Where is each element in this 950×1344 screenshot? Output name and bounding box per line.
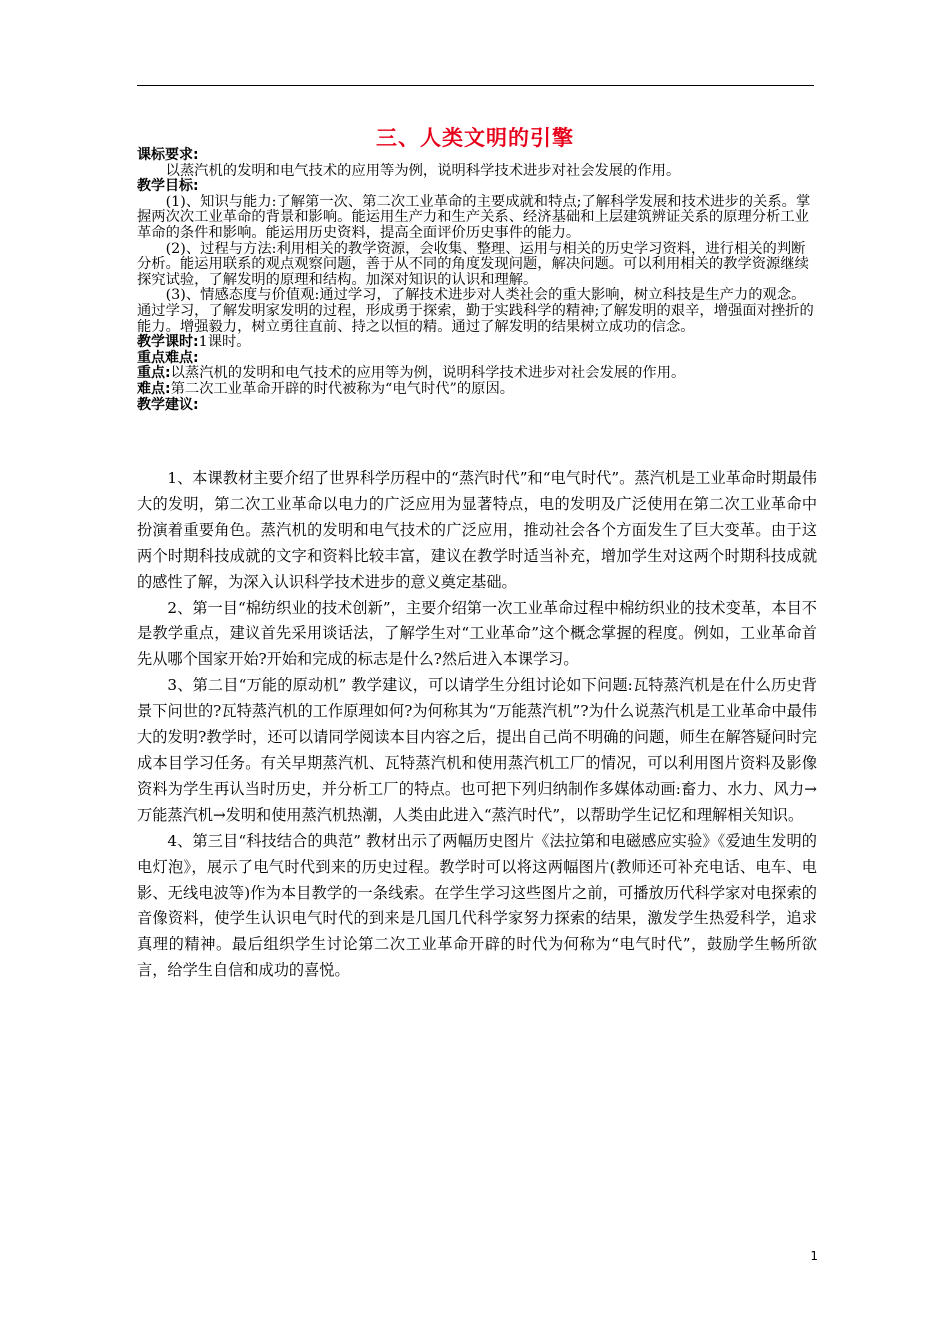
key-point-label: 重点: <box>137 365 171 382</box>
suggestions-heading: 教学建议: <box>137 396 199 413</box>
suggestion-paragraph: 4、第三目“科技结合的典范” 教材出示了两幅历史图片《法拉第和电磁感应实验》《爱迪生发明的电灯泡》，展示了电气时代到来的历史过程。教学时可以将这两幅图片(教师还可补充电话、电车、电影、无线电波等)作为本目教学的一条线索。在学生学习这些图片之前，可播放历代科学家对电探索的音像资料，使学生认识电气时代的到来是几国几代科学家努力探索的结果，激发学生热爱科学，追求真理的精神。最后组织学生讨论第二次工业革命开辟的时代为何称为“电气时代”，鼓励学生畅所欲言，给学生自信和成功的喜悦。 <box>137 831 817 980</box>
hours-heading: 教学课时: <box>137 334 199 351</box>
page-title: 三、人类文明的引擎 <box>376 126 574 150</box>
hard-point-line <box>137 382 817 398</box>
key-point-line <box>137 366 817 382</box>
hours-line <box>137 335 817 351</box>
objective-item: (3)、情感态度与价值观:通过学习，了解技术进步对人类社会的重大影响，树立科技是生产力的观念。通过学习，了解发明家发明的过程，形成勇于探索，勤于实践科学的精神;了解发明的艰辛，增强面对挫折的能力。增强毅力，树立勇往直前、持之以恒的精。通过了解发明的结果树立成功的信念。 <box>137 287 814 335</box>
objective-item: (1)、知识与能力:了解第一次、第二次工业革命的主要成就和特点;了解科学发展和技术进步的关系。掌握两次次工业革命的背景和影响。能运用生产力和生产关系、经济基础和上层建筑辨证关系的原理分析工业革命的条件和影响。能运用历史资料，提高全面评价历史事件的能力。 <box>137 193 811 241</box>
objectives-heading: 教学目标: <box>137 178 199 195</box>
hard-point-label: 难点: <box>137 380 171 397</box>
standard-heading: 课标要求: <box>137 147 199 163</box>
suggestion-paragraph: 2、第一目“棉纺织业的技术创新”，主要介绍第一次工业革命过程中棉纺织业的技术变革，本目不是教学重点，建议首先采用谈话法，了解学生对“工业革命”这个概念掌握的程度。例如，工业革命首先从哪个国家开始?开始和完成的标志是什么?然后进入本课学习。 <box>137 598 817 669</box>
lesson-overview <box>137 148 817 413</box>
key-point-text: 以蒸汽机的发明和电气技术的应用等为例，说明科学技术进步对社会发展的作用。 <box>170 365 686 382</box>
suggestion-paragraph: 3、第二目“万能的原动机” 教学建议，可以请学生分组讨论如下问题:瓦特蒸汽机是在什么历史背景下问世的?瓦特蒸汽机的工作原理如何?为何称其为“万能蒸汽机”?为什么说蒸汽机是工业革命中最伟大的发明?教学时，还可以请同学阅读本目内容之后，提出自己尚不明确的问题，师生在解答疑问时完成本目学习任务。有关早期蒸汽机、瓦特蒸汽机和使用蒸汽机工厂的情况，可以利用图片资料及影像资料为学生再认当时历史，并分析工厂的特点。也可把下列归纳制作多媒体动画:畜力、水力、风力→万能蒸汽机→发明和使用蒸汽机热潮，人类由此进入“蒸汽时代”，以帮助学生记忆和理解相关知识。 <box>137 676 817 824</box>
standard-text: 以蒸汽机的发明和电气技术的应用等为例，说明科学技术进步对社会发展的作用。 <box>165 162 681 179</box>
page-number: 1 <box>810 1249 818 1263</box>
suggestions-body <box>137 466 817 984</box>
difficulty-heading: 重点难点: <box>137 349 199 366</box>
hours-value: 1课时。 <box>198 334 251 351</box>
suggestion-paragraph: 1、本课教材主要介绍了世界科学历程中的“蒸汽时代”和“电气时代”。蒸汽机是工业革命时期最伟大的发明，第二次工业革命以电力的广泛应用为显著特点，电的发明及广泛使用在第二次工业革命中扮演着重要角色。蒸汽机的发明和电气技术的广泛应用，推动社会各个方面发生了巨大变革。由于这两个时期科技成就的文字和资料比较丰富，建议在教学时适当补充，增加学生对这两个时期科技成就的感性了解，为深入认识科学技术进步的意义奠定基础。 <box>137 469 817 591</box>
objective-item: (2)、过程与方法:利用相关的教学资源，会收集、整理、运用与相关的历史学习资料，进行相关的判断分析。能运用联系的观点观察问题，善于从不同的角度发现问题，解决问题。可以利用相关的教学资源继续探究试验，了解发明的原理和结构。加深对知识的认识和理解。 <box>137 240 809 288</box>
header-rule <box>137 85 814 86</box>
hard-point-text: 第二次工业革命开辟的时代被称为“电气时代”的原因。 <box>170 380 515 397</box>
